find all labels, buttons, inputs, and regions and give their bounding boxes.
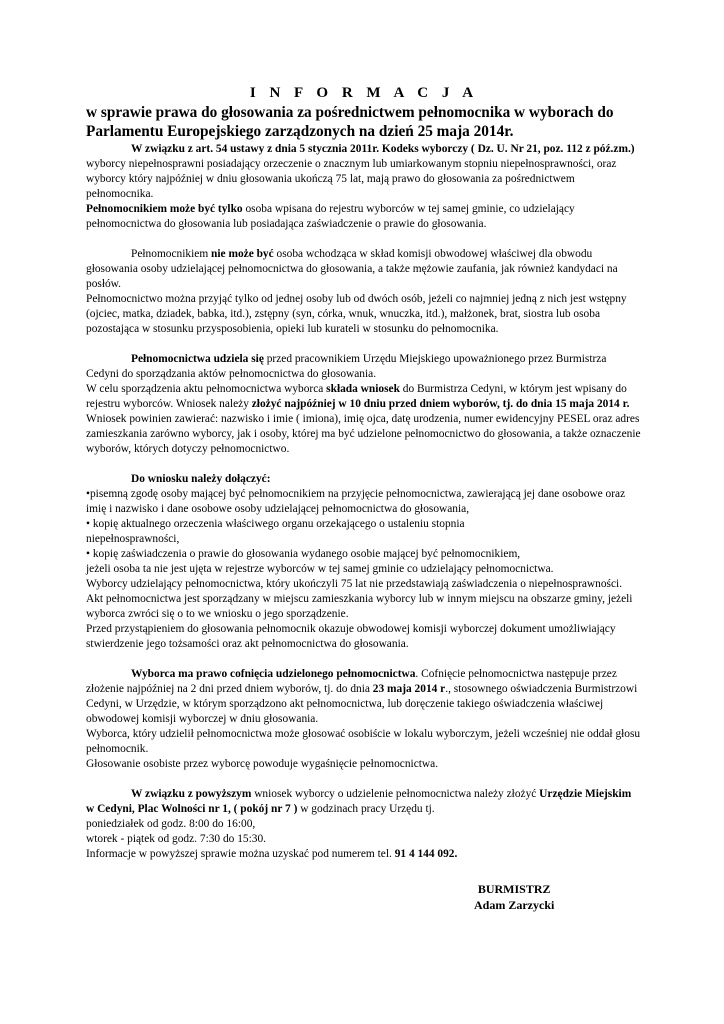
paragraph-identity: Przed przystąpieniem do głosowania pełnomocnik okazuje obwodowej komisji wyborczej dokument umożliwiający stwierdzenie jego tożsamości oraz akt pełnomocnictwa do głosowania. [86,623,616,650]
paragraph-application-content: Wniosek powinien zawierać: nazwisko i imie ( imiona), imię ojca, datę urodzenia, numer ewidencyjny PESEL oraz adres zamieszkania zarówno wyborcy, jak i osoby, której ma być udzielone pełnomocnictwo do głosowania, a także oznaczenie wyborów, których dotyczy pełnomocnictwo. [86,413,641,455]
document-subtitle: w sprawie prawa do głosowania za pośrednictwem pełnomocnika w wyborach do Parlamentu Europejskiego zarządzonych na dzień 25 maja 2014r. [86,104,614,140]
attachment-item: jeżeli osoba ta nie jest ujęta w rejestrze wyborców w tej samej gminie co udzielający pełnomocnictwa. [86,563,554,575]
bold-text: składa wniosek [326,383,400,395]
signature-name: Adam Zarzycki [474,898,555,912]
paragraph-revocation: Wyborca ma prawo cofnięcia udzielonego pełnomocnictwa. Cofnięcie pełnomocnictwa następuje przez złożenie najpóźniej na 2 dni przed dniem wyborów, tj. do dnia 23 maja 2014 r., stosownego oświadczenia Burmistrzowi Cedyni, w Urzędzie, w którym sporządzono akt pełnomocnictwa, lub doręczenie takiego oświadczenia właściwej obwodowej komisji wyborczej w dniu głosowania. [86,668,638,725]
paragraph-granting: Pełnomocnictwa udziela się przed pracownikiem Urzędu Miejskiego upoważnionego przez Burmistrza Cedyni do sporządzania aktów pełnomocnictwa do głosowania. [86,353,607,380]
paragraph-application: W celu sporządzenia aktu pełnomocnictwa wyborca składa wniosek do Burmistrza Cedyni, w którym jest wpisany do rejestru wyborców. Wniosek należy złożyć najpóźniej w 10 dniu przed dniem wyborów, tj. do dnia 15 maja 2014 r. [86,383,630,410]
paragraph-place: Akt pełnomocnictwa jest sporządzany w miejscu zamieszkania wyborcy lub w innym miejscu na obszarze gminy, jeżeli wyborca zwróci się o to we wniosku o jego sporządzenie. [86,593,633,620]
phone-number: 91 4 144 092. [394,848,458,860]
attachment-item: • kopię zaświadczenia o prawie do głosowania wydanego osobie mającej być pełnomocnikiem, [86,548,521,560]
bold-text: nie może być [211,248,274,260]
document-title: I N F O R M A C J A [249,85,479,101]
office-hours-line: poniedziałek od godz. 8:00 do 16:00, [86,818,256,830]
paragraph-contact: Informacje w powyższej sprawie można uzyskać pod numerem tel. 91 4 144 092. [86,848,458,860]
paragraph-who-can-be-proxy: Pełnomocnikiem może być tylko osoba wpisana do rejestru wyborców w tej samej gminie, co udzielający pełnomocnictwa do głosowania lub posiadająca zaświadczenie o prawie do głosowania. [86,203,575,230]
bold-text: Wyborca ma prawo cofnięcia udzielonego pełnomocnictwa [131,668,416,680]
signature-role: BURMISTRZ [477,882,551,896]
paragraph-legal-basis: W związku z art. 54 ustawy z dnia 5 stycznia 2011r. Kodeks wyborczy ( Dz. U. Nr 21, poz. 112 z póź.zm.) wyborcy niepełnosprawni posiadający orzeczenie o znacznym lub umiarkowanym stopniu niepełnosprawności, oraz wyborcy który najpóźniej w dniu głosowania ukończą 75 lat, mają prawo do głosowania za pośrednictwem pełnomocnika. [86,143,635,200]
bold-text: W związku z powyższym [131,788,252,800]
paragraph-who-cannot-be-proxy: Pełnomocnikiem nie może być osoba wchodząca w skład komisji obwodowej właściwej dla obwodu głosowania osoby udzielającej pełnomocnictwa do głosowania, a także mężowie zaufania, jak również kandydaci na posłów. [86,248,618,290]
attachment-item: •pisemną zgodę osoby mającej być pełnomocnikiem na przyjęcie pełnomocnictwa, zawierającą jej dane osobowe oraz imię i nazwisko i dane osobowe osoby udzielającej pełnomocnictwa do głosowania, [86,488,626,515]
attachments-heading: Do wniosku należy dołączyć: [131,473,271,485]
attachment-item: • kopię aktualnego orzeczenia właściwego organu orzekającego o ustaleniu stopnia [86,518,465,530]
signature-block [474,881,554,913]
bold-text: Pełnomocnikiem może być tylko [86,203,243,215]
attachment-item: niepełnosprawności, [86,533,180,545]
bold-text: Pełnomocnictwa udziela się [131,353,264,365]
paragraph-75-years: Wyborcy udzielający pełnomocnictwa, który ukończyli 75 lat nie przedstawiają zaświadczenia o niepełnosprawności. [86,578,623,590]
bold-text: 23 maja 2014 r [372,683,446,695]
bold-text: złożyć najpóźniej w 10 dniu przed dniem wyborów, tj. do dnia 15 maja 2014 r. [251,398,630,410]
office-hours-line: wtorek - piątek od godz. 7:30 do 15:30. [86,833,267,845]
paragraph-expiry: Głosowanie osobiste przez wyborcę powoduje wygaśnięcie pełnomocnictwa. [86,758,439,770]
bold-text: Urzędzie Miejskim w Cedyni, Plac Wolności nr 1, ( pokój nr 7 ) [86,788,632,815]
paragraph-proxy-limits: Pełnomocnictwo można przyjąć tylko od jednej osoby lub od dwóch osób, jeżeli co najmniej jedną z nich jest wstępny (ojciec, matka, dziadek, babka, itd.), zstępny (syn, córka, wnuk, wnuczka, itd.), małżonek, brat, siostra lub osoba pozostająca w stosunku przysposobienia, opieki lub kurateli w stosunku do pełnomocnika. [86,293,627,335]
paragraph-where-to-submit: W związku z powyższym wniosek wyborcy o udzielenie pełnomocnictwa należy złożyć Urzędzie Miejskim w Cedyni, Plac Wolności nr 1, ( pokój nr 7 ) w godzinach pracy Urzędu tj. [86,788,632,815]
paragraph-personal-vote: Wyborca, który udzielił pełnomocnictwa może głosować osobiście w lokalu wyborczym, jeżeli wcześniej nie oddał głosu pełnomocnik. [86,728,641,755]
bold-text: W związku z art. 54 ustawy z dnia 5 stycznia 2011r. Kodeks wyborczy ( Dz. U. Nr 21, poz. 112 z póź.zm.) [131,143,635,155]
document [86,86,642,862]
